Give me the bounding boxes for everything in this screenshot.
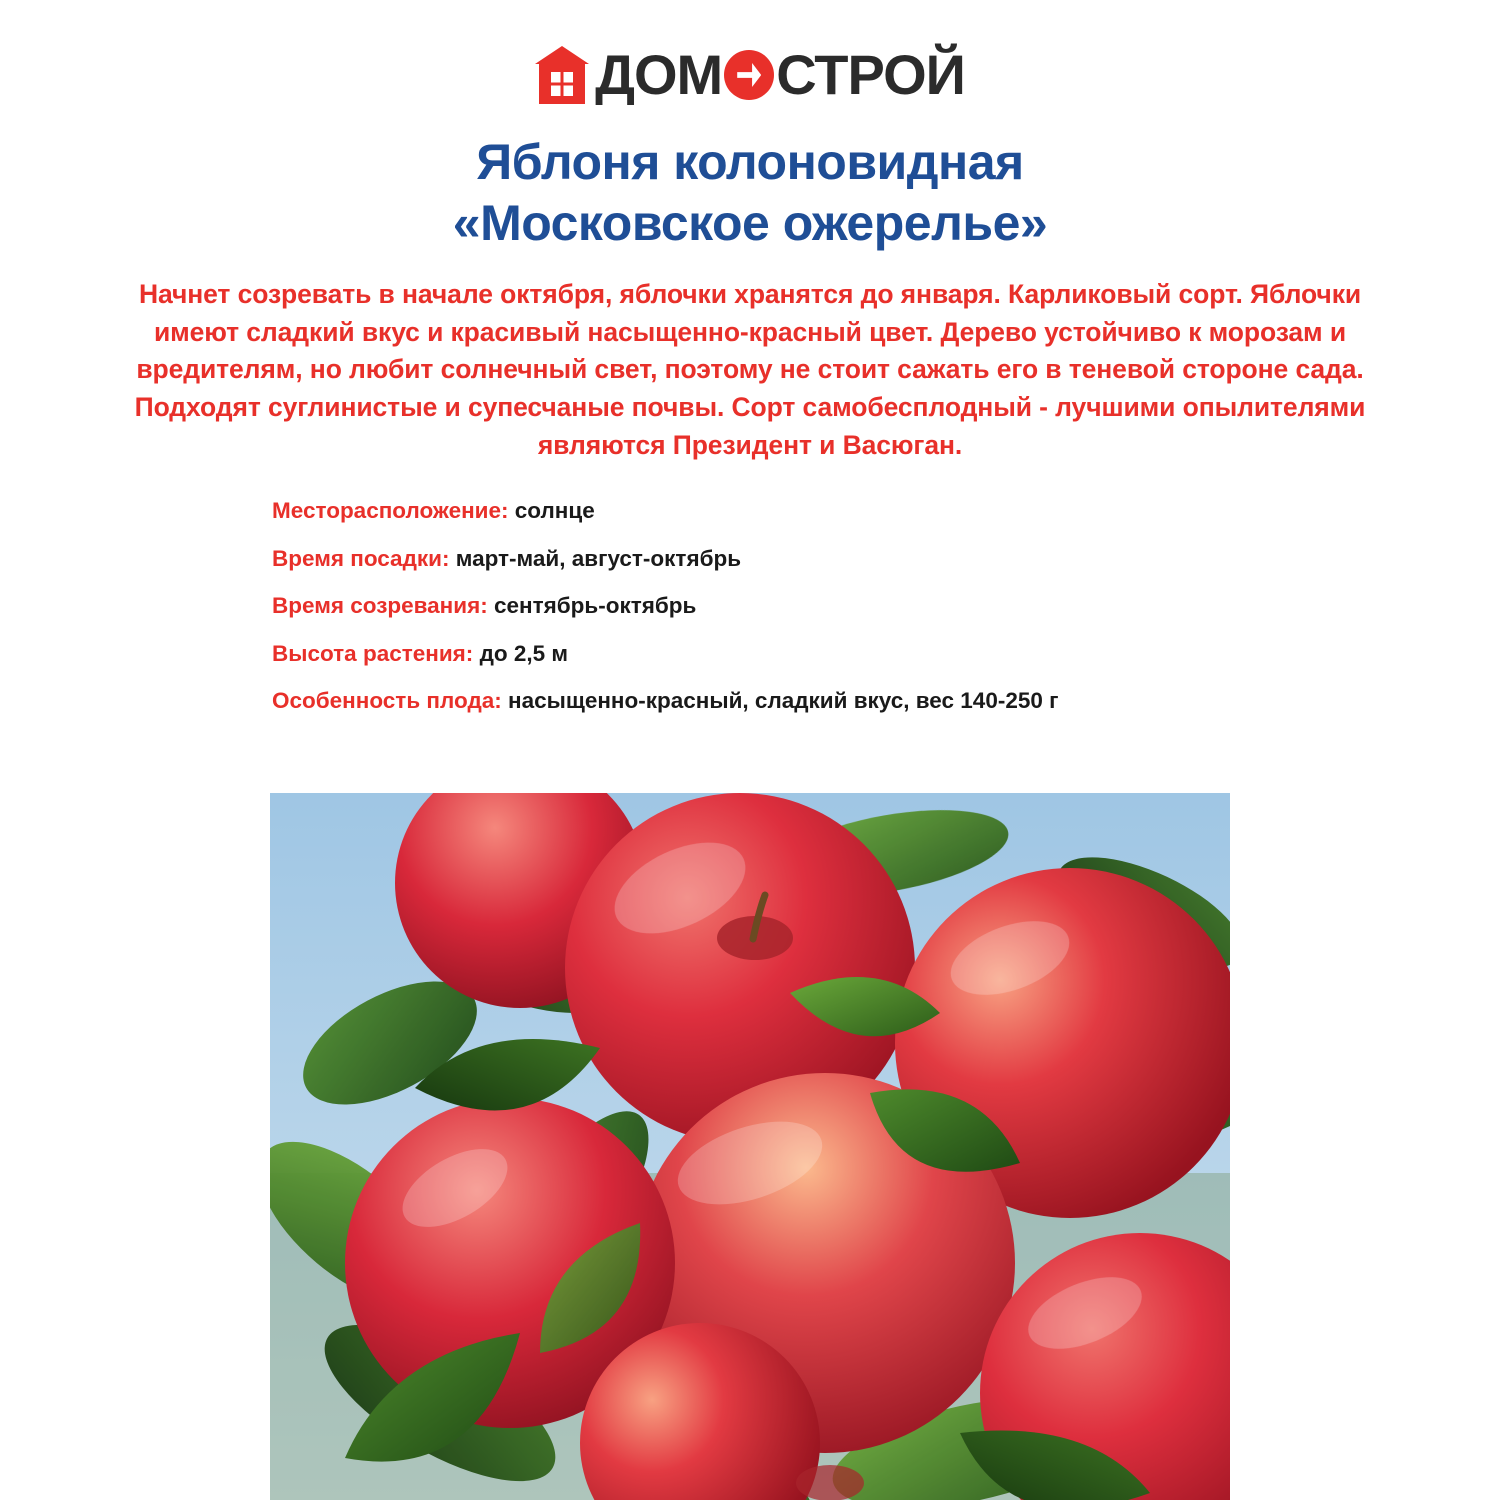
spec-label: Месторасположение: [272,498,509,524]
spec-value: насыщенно-красный, сладкий вкус, вес 140-250 г [508,688,1059,714]
spec-label: Время посадки: [272,545,450,571]
spec-row [272,640,1500,666]
product-photo [270,793,1230,1500]
spec-row [272,500,1500,523]
logo-group [535,43,965,106]
spec-value: до 2,5 м [479,640,569,666]
spec-value: март-май, август-октябрь [455,545,742,571]
spec-list [272,500,1500,713]
spec-value: солнце [514,498,595,524]
page-title [0,132,1500,254]
spec-label: Высота растения: [272,640,474,666]
title-line-2: «Московское ожерелье» [452,195,1048,251]
spec-label: Время созревания: [272,593,488,619]
product-description: Начнет созревать в начале октября, яблочки хранятся до января. Карликовый сорт. Яблочки имеют сладкий вкус и красивый насыщенно-красный цвет. Дерево устойчиво к морозам и вредителям, но любит солнечный свет, поэтому не стоит сажать его в теневой стороне сада. Подходят суглинистые и супесчаные почвы. Сорт самобесплодный - лучшими опылителями являются Президент и Васюган. [134,279,1366,460]
house-icon [535,46,589,104]
spec-row [272,690,1500,713]
spec-row [272,545,1500,571]
arrow-circle-icon [724,50,774,100]
title-line-1: Яблоня колоновидная [476,134,1024,190]
brand-logo [0,0,1500,104]
logo-text-dom: ДОМ [595,43,723,106]
logo-text-stroy: СТРОЙ [776,43,965,106]
spec-label: Особенность плода: [272,688,502,714]
logo-wordmark [595,43,965,106]
spec-row [272,595,1500,618]
spec-value: сентябрь-октябрь [494,593,697,619]
